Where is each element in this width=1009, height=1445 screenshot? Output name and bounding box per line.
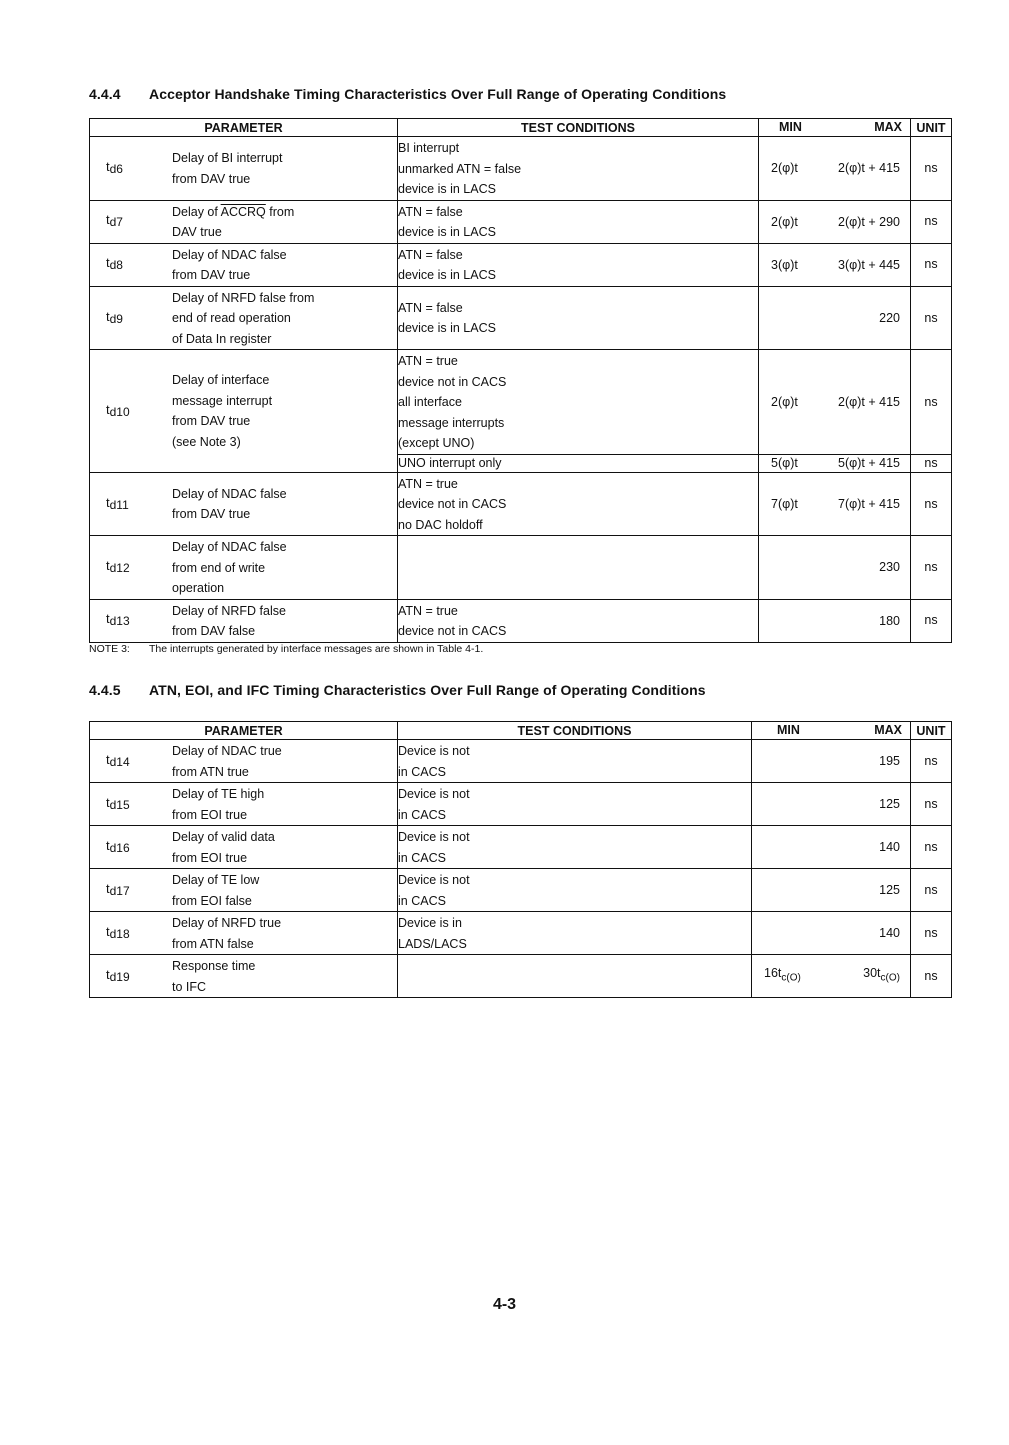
symbol: $t_{d7}$ <box>106 212 123 230</box>
parameter-line: Delay of NRFD false <box>172 603 286 618</box>
symbol-subscript: d13 <box>109 614 130 629</box>
col-parameter: PARAMETER <box>90 119 398 137</box>
conditions-cell <box>398 286 759 350</box>
symbol-cell <box>90 879 172 902</box>
min-max-cell <box>752 912 911 955</box>
parameter-line: message interrupt <box>172 393 273 408</box>
condition-line: ATN = false <box>398 247 463 262</box>
condition-line: no DAC holdoff <box>398 517 483 532</box>
max-value: 220 <box>879 310 900 325</box>
max-value: 3(φ)t + 445 <box>838 257 900 272</box>
parameter-text <box>172 201 294 243</box>
parameter-line: from ATN false <box>172 936 254 951</box>
conditions-cell <box>398 955 752 998</box>
symbol-cell <box>90 836 172 859</box>
symbol: $t_{d19}$ <box>106 966 130 984</box>
parameter-line: from DAV false <box>172 624 256 638</box>
table-row <box>90 286 952 350</box>
parameter-line: Delay of NDAC false <box>172 247 287 262</box>
parameter-line: from DAV true <box>172 414 251 429</box>
max-value: 2(φ)t + 290 <box>838 214 900 229</box>
parameter-text <box>172 483 287 525</box>
parameter-text <box>172 147 282 189</box>
condition-line: ATN = true <box>398 603 458 618</box>
min-max-cell <box>759 286 911 350</box>
max-value: $30t_{c(O)}$ <box>863 966 900 984</box>
symbol: $t_{d6}$ <box>106 159 123 176</box>
conditions-cell <box>398 740 752 783</box>
table-row <box>90 200 952 243</box>
min-max-cell <box>752 869 911 912</box>
conditions-cell <box>398 350 759 455</box>
col-test-conditions: TEST CONDITIONS <box>398 722 752 740</box>
table-row <box>90 137 952 201</box>
symbol: $t_{d13}$ <box>106 611 130 629</box>
min-value: 3(φ)t <box>771 257 798 272</box>
parameter-line: Response time <box>172 959 256 973</box>
symbol-cell <box>90 793 172 816</box>
symbol-subscript: d6 <box>109 162 123 176</box>
table-row <box>90 740 952 783</box>
condition-line: LADS/LACS <box>398 936 467 951</box>
max-value: 195 <box>879 753 900 768</box>
param-cell <box>90 137 398 201</box>
symbol: $t_{d8}$ <box>106 255 123 273</box>
condition-line: device is in LACS <box>398 321 496 336</box>
symbol-subscript: d14 <box>109 754 130 769</box>
col-max: MAX <box>874 120 902 134</box>
param-cell <box>90 955 398 998</box>
parameter-line: from DAV true <box>172 507 251 522</box>
min-max-cell <box>752 740 911 783</box>
condition-line: message interrupts <box>398 415 505 430</box>
condition-line: Device is in <box>398 916 462 930</box>
note-label: NOTE 3: <box>89 643 130 655</box>
condition-line: device is in LACS <box>398 268 496 282</box>
conditions-cell <box>398 869 752 912</box>
param-cell <box>90 350 398 473</box>
min-max-cell <box>759 536 911 600</box>
symbol: $t_{d12}$ <box>106 558 130 575</box>
col-test-conditions: TEST CONDITIONS <box>398 119 759 137</box>
table-row <box>90 869 952 912</box>
condition-line: in CACS <box>398 807 446 822</box>
section-title-text: ATN, EOI, and IFC Timing Characteristics Over Full Range of Operating Conditions <box>149 682 706 698</box>
symbol: $t_{d14}$ <box>106 751 130 769</box>
parameter-line: DAV true <box>172 225 222 239</box>
conditions-cell <box>398 783 752 826</box>
parameter-line: Delay of BI interrupt <box>172 151 283 166</box>
parameter-text <box>172 955 255 997</box>
table-row <box>90 472 952 536</box>
condition-line: Device is not <box>398 744 470 758</box>
max-value: 140 <box>879 925 900 940</box>
min-value: 7(φ)t <box>771 496 798 511</box>
condition-line: in CACS <box>398 850 446 865</box>
condition-line: all interface <box>398 395 462 409</box>
symbol-cell <box>90 750 172 773</box>
parameter-line: from EOI true <box>172 850 248 865</box>
parameter-text <box>172 740 282 782</box>
param-cell <box>90 599 398 642</box>
table-row <box>90 912 952 955</box>
condition-line: BI interrupt <box>398 141 460 155</box>
symbol-cell <box>90 922 172 945</box>
parameter-line: (see Note 3) <box>172 434 241 449</box>
condition-line: UNO interrupt only <box>398 455 502 470</box>
condition-line: device not in CACS <box>398 624 507 638</box>
conditions-cell <box>398 137 759 201</box>
unit-cell: ns <box>911 454 952 472</box>
condition-line: ATN = true <box>398 354 458 368</box>
conditions-cell <box>398 599 759 642</box>
unit-cell: ns <box>911 912 952 955</box>
condition-line: device is in LACS <box>398 182 496 196</box>
min-max-cell <box>759 599 911 642</box>
parameter-line: of Data In register <box>172 331 272 346</box>
symbol: $t_{d17}$ <box>106 880 130 898</box>
min-max-cell <box>759 454 911 472</box>
condition-line: ATN = true <box>398 476 458 491</box>
condition-line: in CACS <box>398 893 446 908</box>
conditions-cell <box>398 912 752 955</box>
param-cell <box>90 783 398 826</box>
param-cell <box>90 826 398 869</box>
max-value: 140 <box>879 839 900 854</box>
conditions-cell <box>398 454 759 472</box>
unit-cell: ns <box>911 243 952 286</box>
unit-cell: ns <box>911 472 952 536</box>
parameter-line: operation <box>172 581 225 595</box>
symbol-subscript: d17 <box>109 883 130 898</box>
symbol: $t_{d15}$ <box>106 794 130 812</box>
acceptor-handshake-table <box>89 118 952 643</box>
conditions-cell <box>398 200 759 243</box>
symbol-cell <box>90 157 172 180</box>
symbol-subscript: d12 <box>109 561 130 575</box>
parameter-line: from EOI true <box>172 807 248 822</box>
min-max-cell <box>759 200 911 243</box>
min-value: 2(φ)t <box>771 161 798 175</box>
section-4-4-5-title <box>89 682 706 698</box>
max-value: 125 <box>879 796 900 811</box>
parameter-line: Delay of TE high <box>172 787 265 801</box>
condition-line: ATN = false <box>398 300 463 315</box>
max-value: 5(φ)t + 415 <box>838 455 900 470</box>
table-row <box>90 536 952 600</box>
condition-line: Device is not <box>398 873 470 887</box>
condition-line: device not in CACS <box>398 374 507 389</box>
parameter-line: from DAV true <box>172 268 251 282</box>
min-max-cell <box>759 243 911 286</box>
conditions-cell <box>398 243 759 286</box>
parameter-line: Delay of NDAC true <box>172 744 282 758</box>
min-max-cell <box>752 955 911 998</box>
parameter-line: end of read operation <box>172 311 291 325</box>
section-title-text: Acceptor Handshake Timing Characteristics Over Full Range of Operating Conditions <box>149 86 727 102</box>
parameter-line: from ATN true <box>172 764 249 779</box>
unit-cell: ns <box>911 783 952 826</box>
conditions-cell <box>398 536 759 600</box>
parameter-line: from DAV true <box>172 171 251 186</box>
symbol-subscript: d18 <box>109 926 130 941</box>
unit-cell: ns <box>911 137 952 201</box>
col-min-max <box>759 119 911 137</box>
symbol: $t_{d18}$ <box>106 923 130 941</box>
param-cell <box>90 472 398 536</box>
parameter-line: Delay of TE low <box>172 873 260 887</box>
symbol-subscript: d19 <box>109 969 130 984</box>
min-max-cell <box>752 783 911 826</box>
symbol-cell <box>90 400 172 423</box>
section-number: 4.4.4 <box>89 86 121 102</box>
table-row <box>90 826 952 869</box>
min-max-cell <box>759 137 911 201</box>
max-value: 230 <box>879 560 900 574</box>
condition-line: (except UNO) <box>398 436 475 450</box>
param-cell <box>90 912 398 955</box>
max-value: 125 <box>879 882 900 897</box>
col-unit: UNIT <box>911 119 952 137</box>
table-row <box>90 955 952 998</box>
parameter-line: Delay of NRFD true <box>172 916 282 930</box>
parameter-line: Delay of ACCRQ from <box>172 204 295 219</box>
table-row <box>90 599 952 642</box>
parameter-text <box>172 826 275 868</box>
section-4-4-4-title <box>89 86 726 102</box>
condition-line: unmarked ATN = false <box>398 161 522 176</box>
parameter-text <box>172 912 281 954</box>
symbol-cell <box>90 609 172 632</box>
param-cell <box>90 243 398 286</box>
table-row <box>90 350 952 455</box>
symbol: $t_{d10}$ <box>106 401 130 419</box>
col-unit: UNIT <box>911 722 952 740</box>
min-value: 2(φ)t <box>771 214 798 229</box>
symbol-cell <box>90 493 172 516</box>
atn-eoi-ifc-table <box>89 721 952 998</box>
symbol-cell <box>90 210 172 233</box>
parameter-text <box>172 600 286 642</box>
symbol-cell <box>90 253 172 276</box>
symbol-cell <box>90 307 172 330</box>
param-cell <box>90 536 398 600</box>
unit-cell: ns <box>911 869 952 912</box>
unit-cell: ns <box>911 286 952 350</box>
symbol-cell <box>90 965 172 988</box>
min-max-cell <box>759 472 911 536</box>
conditions-cell <box>398 472 759 536</box>
col-max: MAX <box>874 723 902 737</box>
min-max-cell <box>752 826 911 869</box>
symbol-subscript: d10 <box>109 404 130 419</box>
min-max-cell <box>759 350 911 455</box>
unit-cell: ns <box>911 536 952 600</box>
conditions-cell <box>398 826 752 869</box>
parameter-line: to IFC <box>172 979 207 994</box>
parameter-text <box>172 783 264 825</box>
condition-line: device is in LACS <box>398 225 496 239</box>
symbol-subscript: d16 <box>109 840 130 855</box>
symbol: $t_{d16}$ <box>106 837 130 855</box>
param-cell <box>90 286 398 350</box>
min-value: $16t_{c(O)}$ <box>764 966 801 984</box>
parameter-line: from end of write <box>172 560 266 575</box>
max-value: 2(φ)t + 415 <box>838 394 900 409</box>
parameter-text <box>172 536 287 599</box>
unit-cell: ns <box>911 350 952 455</box>
parameter-line: Delay of NRFD false from <box>172 290 315 305</box>
parameter-text <box>172 244 287 286</box>
parameter-line: Delay of interface <box>172 373 270 388</box>
symbol: $t_{d9}$ <box>106 308 123 326</box>
min-value: 2(φ)t <box>771 394 798 409</box>
parameter-line: Delay of valid data <box>172 830 275 844</box>
symbol-subscript: d15 <box>109 797 130 812</box>
parameter-line: Delay of NDAC false <box>172 540 287 554</box>
parameter-text <box>172 869 259 911</box>
param-cell <box>90 740 398 783</box>
param-cell <box>90 869 398 912</box>
param-cell <box>90 200 398 243</box>
max-value: 7(φ)t + 415 <box>838 496 900 511</box>
condition-line: Device is not <box>398 830 470 844</box>
symbol-subscript: d9 <box>109 311 123 326</box>
section-number: 4.4.5 <box>89 682 121 698</box>
max-value: 180 <box>879 613 900 628</box>
unit-cell: ns <box>911 740 952 783</box>
page-number: 4-3 <box>492 1296 517 1313</box>
note-3 <box>89 643 483 655</box>
parameter-line: Delay of NDAC false <box>172 486 287 501</box>
symbol-subscript: d8 <box>109 258 123 273</box>
parameter-line: from EOI false <box>172 893 252 908</box>
condition-line: device not in CACS <box>398 497 507 511</box>
parameter-text <box>172 369 272 452</box>
min-value: 5(φ)t <box>771 455 798 470</box>
col-min: MIN <box>779 120 802 134</box>
note-text: The interrupts generated by interface messages are shown in Table 4-1. <box>149 643 484 655</box>
col-min-max <box>752 722 911 740</box>
col-parameter: PARAMETER <box>90 722 398 740</box>
condition-line: Device is not <box>398 787 470 801</box>
symbol: $t_{d11}$ <box>106 494 129 512</box>
condition-line: ATN = false <box>398 204 463 219</box>
symbol-subscript: d7 <box>109 215 123 230</box>
col-min: MIN <box>777 723 800 737</box>
symbol-cell <box>90 556 172 579</box>
unit-cell: ns <box>911 826 952 869</box>
unit-cell: ns <box>911 599 952 642</box>
unit-cell: ns <box>911 955 952 998</box>
condition-line: in CACS <box>398 764 446 779</box>
table-row <box>90 243 952 286</box>
table-row <box>90 783 952 826</box>
max-value: 2(φ)t + 415 <box>838 161 900 175</box>
symbol-subscript: d11 <box>109 497 129 512</box>
unit-cell: ns <box>911 200 952 243</box>
parameter-text <box>172 287 314 350</box>
